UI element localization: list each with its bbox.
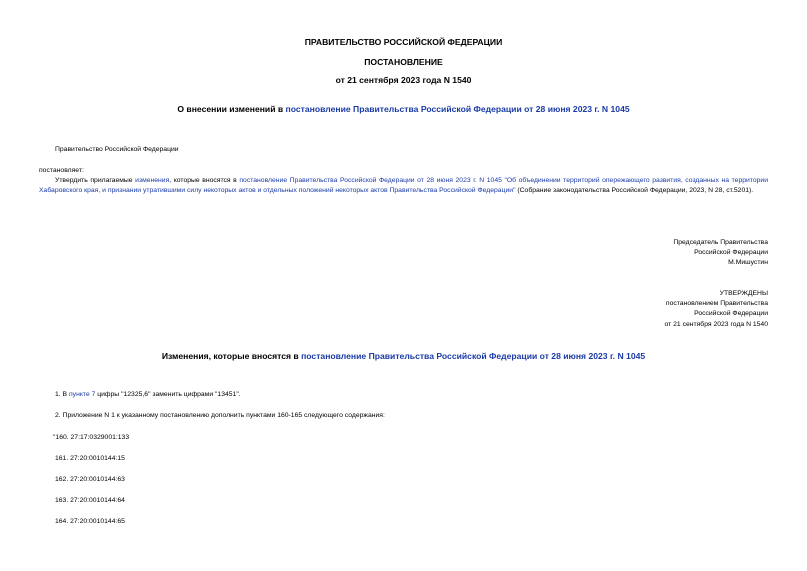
approval-line-4: от 21 сентября 2023 года N 1540 (664, 320, 768, 328)
document-type: ПОСТАНОВЛЕНИЕ (364, 57, 443, 67)
changes-title (0, 351, 807, 361)
approval-line-2: постановлением Правительства (665, 300, 768, 308)
document-date-number: от 21 сентября 2023 года N 1540 (335, 75, 472, 85)
decrees-word: постановляет: (39, 167, 84, 174)
paragraph-text-c: (Собрание законодательства Российской Федерации, 2023, N 28, ст.5201). (515, 187, 754, 195)
item-1-text-a: 1. В (55, 391, 69, 398)
decree-1045-link[interactable]: постановление Правительства Российской Федерации от 28 июня 2023 г. N 1045 "Об объединении территорий опережающего развития, созданных на территории Хабаровского края, и признании утратившими силу некоторых актов и отдельных положений некоторых актов Правительства Российской Федерации" (39, 177, 768, 195)
changes-title-prefix: Изменения, которые вносятся в (161, 351, 302, 361)
list-item: 163. 27:20:0010144:64 (55, 497, 125, 504)
approval-block (665, 289, 769, 330)
approval-heading: УТВЕРЖДЕНЫ (719, 290, 768, 297)
list-item: "160. 27:17:0329001:133 (53, 434, 130, 441)
government-heading: ПРАВИТЕЛЬСТВО РОССИЙСКОЙ ФЕДЕРАЦИИ (304, 37, 503, 47)
approval-line-3: Российской Федерации (694, 310, 768, 318)
item-1 (55, 390, 241, 400)
item-1-link[interactable]: пункте 7 (68, 391, 96, 398)
changes-link[interactable]: изменения (135, 177, 170, 184)
signature-country: Российской Федерации (694, 249, 768, 257)
list-item: 162. 27:20:0010144:63 (55, 476, 125, 483)
title-prefix: О внесении изменений в (177, 104, 286, 114)
item-1-text-b: цифры "12325,6" заменить цифрами "13451". (95, 391, 241, 398)
signature-block (673, 238, 768, 269)
main-paragraph (39, 176, 768, 196)
government-name: Правительство Российской Федерации (55, 146, 179, 153)
changes-title-link[interactable]: постановление Правительства Российской Федерации от 28 июня 2023 г. N 1045 (301, 351, 646, 361)
list-item: 161. 27:20:0010144:15 (55, 455, 125, 462)
document-title (0, 104, 807, 114)
paragraph-text-b: , которые вносятся в (169, 177, 240, 184)
signature-name: М.Мишустин (728, 259, 768, 267)
paragraph-text-a: Утвердить прилагаемые (55, 177, 136, 184)
list-item: 164. 27:20:0010144:65 (55, 518, 125, 525)
title-link[interactable]: постановление Правительства Российской Федерации от 28 июня 2023 г. N 1045 (285, 104, 630, 114)
item-2: 2. Приложение N 1 к указанному постановлению дополнить пунктами 160-165 следующего содержания: (55, 412, 385, 419)
signature-position: Председатель Правительства (673, 239, 768, 246)
